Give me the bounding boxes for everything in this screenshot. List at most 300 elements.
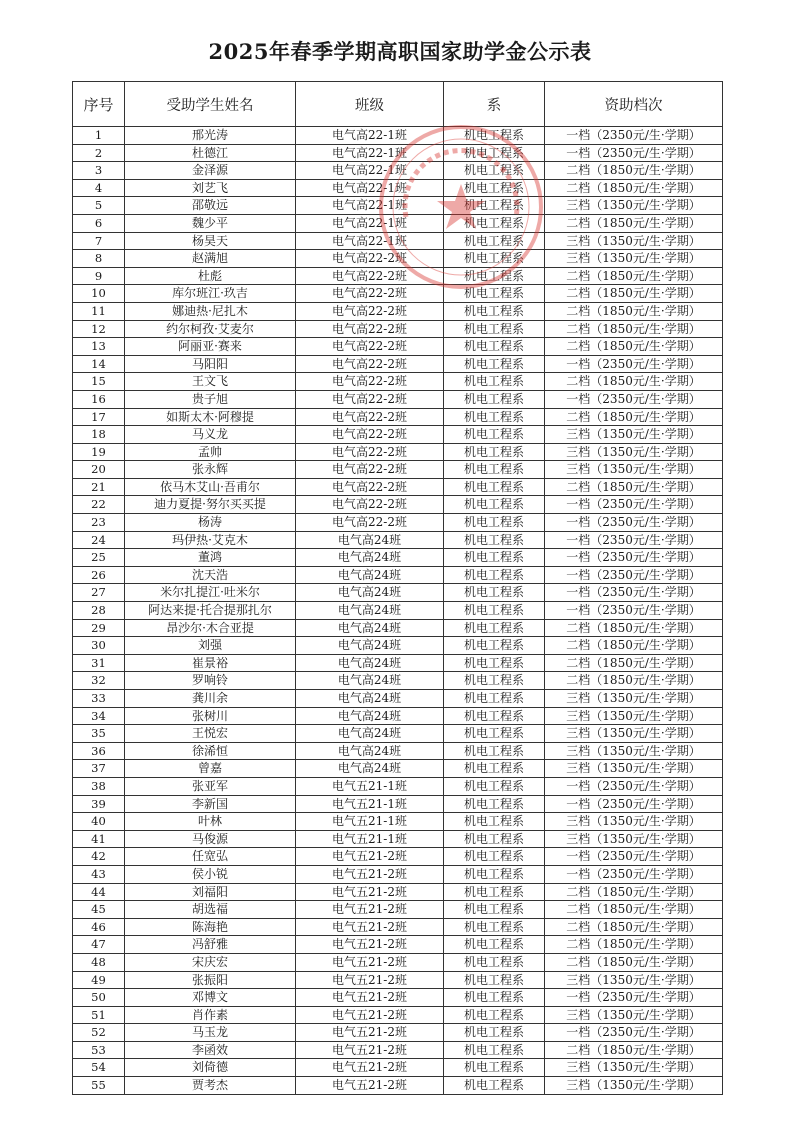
cell-grant-level: 三档（1350元/生·学期）: [545, 1077, 723, 1095]
cell-grant-level: 一档（2350元/生·学期）: [545, 848, 723, 866]
cell-index: 49: [73, 971, 125, 989]
cell-class: 电气高22-2班: [296, 496, 444, 514]
cell-grant-level: 二档（1850元/生·学期）: [545, 619, 723, 637]
cell-department: 机电工程系: [444, 197, 545, 215]
cell-grant-level: 三档（1350元/生·学期）: [545, 725, 723, 743]
cell-index: 2: [73, 144, 125, 162]
cell-student-name: 侯小锐: [125, 865, 296, 883]
cell-index: 16: [73, 390, 125, 408]
table-row: [73, 373, 723, 391]
cell-class: 电气五21-2班: [296, 989, 444, 1007]
cell-student-name: 刘倚德: [125, 1059, 296, 1077]
cell-department: 机电工程系: [444, 144, 545, 162]
cell-grant-level: 二档（1850元/生·学期）: [545, 214, 723, 232]
cell-student-name: 约尔柯孜·艾麦尔: [125, 320, 296, 338]
table-row: [73, 813, 723, 831]
cell-grant-level: 三档（1350元/生·学期）: [545, 426, 723, 444]
cell-grant-level: 二档（1850元/生·学期）: [545, 953, 723, 971]
cell-student-name: 王文飞: [125, 373, 296, 391]
cell-department: 机电工程系: [444, 742, 545, 760]
cell-student-name: 任宽弘: [125, 848, 296, 866]
cell-student-name: 徐浠恒: [125, 742, 296, 760]
cell-grant-level: 二档（1850元/生·学期）: [545, 478, 723, 496]
cell-department: 机电工程系: [444, 918, 545, 936]
cell-index: 30: [73, 637, 125, 655]
cell-index: 48: [73, 953, 125, 971]
table-row: [73, 1059, 723, 1077]
cell-index: 21: [73, 478, 125, 496]
cell-department: 机电工程系: [444, 478, 545, 496]
cell-index: 20: [73, 461, 125, 479]
cell-index: 47: [73, 936, 125, 954]
table-row: [73, 883, 723, 901]
cell-grant-level: 二档（1850元/生·学期）: [545, 637, 723, 655]
cell-grant-level: 三档（1350元/生·学期）: [545, 707, 723, 725]
cell-grant-level: 一档（2350元/生·学期）: [545, 496, 723, 514]
cell-class: 电气高22-1班: [296, 127, 444, 145]
cell-department: 机电工程系: [444, 232, 545, 250]
table-row: [73, 390, 723, 408]
table-row: [73, 602, 723, 620]
cell-class: 电气高22-2班: [296, 426, 444, 444]
cell-department: 机电工程系: [444, 390, 545, 408]
cell-department: 机电工程系: [444, 1059, 545, 1077]
cell-index: 28: [73, 602, 125, 620]
cell-grant-level: 一档（2350元/生·学期）: [545, 989, 723, 1007]
cell-student-name: 米尔扎提江·吐米尔: [125, 584, 296, 602]
table-row: [73, 267, 723, 285]
table-row: [73, 1024, 723, 1042]
cell-class: 电气高24班: [296, 707, 444, 725]
cell-student-name: 库尔班江·玖吉: [125, 285, 296, 303]
cell-student-name: 陈海艳: [125, 918, 296, 936]
cell-department: 机电工程系: [444, 355, 545, 373]
cell-department: 机电工程系: [444, 373, 545, 391]
cell-grant-level: 三档（1350元/生·学期）: [545, 971, 723, 989]
table-row: [73, 795, 723, 813]
cell-student-name: 龚川余: [125, 690, 296, 708]
table-row: [73, 936, 723, 954]
table-row: [73, 953, 723, 971]
cell-department: 机电工程系: [444, 443, 545, 461]
cell-grant-level: 二档（1850元/生·学期）: [545, 302, 723, 320]
cell-grant-level: 一档（2350元/生·学期）: [545, 355, 723, 373]
cell-index: 29: [73, 619, 125, 637]
table-row: [73, 496, 723, 514]
cell-grant-level: 二档（1850元/生·学期）: [545, 672, 723, 690]
table-row: [73, 355, 723, 373]
cell-class: 电气五21-2班: [296, 1059, 444, 1077]
cell-index: 54: [73, 1059, 125, 1077]
cell-department: 机电工程系: [444, 953, 545, 971]
table-row: [73, 443, 723, 461]
cell-student-name: 胡选福: [125, 901, 296, 919]
cell-index: 11: [73, 302, 125, 320]
cell-index: 13: [73, 338, 125, 356]
cell-class: 电气高22-1班: [296, 214, 444, 232]
cell-class: 电气高24班: [296, 584, 444, 602]
table-row: [73, 848, 723, 866]
cell-department: 机电工程系: [444, 795, 545, 813]
cell-class: 电气高24班: [296, 672, 444, 690]
cell-class: 电气五21-2班: [296, 1077, 444, 1095]
cell-index: 24: [73, 531, 125, 549]
cell-student-name: 金泽源: [125, 162, 296, 180]
cell-index: 8: [73, 250, 125, 268]
cell-student-name: 昂沙尔·木合亚提: [125, 619, 296, 637]
cell-grant-level: 三档（1350元/生·学期）: [545, 1059, 723, 1077]
cell-department: 机电工程系: [444, 637, 545, 655]
table-row: [73, 1041, 723, 1059]
table-row: [73, 1077, 723, 1095]
cell-department: 机电工程系: [444, 127, 545, 145]
cell-student-name: 刘艺飞: [125, 179, 296, 197]
cell-index: 40: [73, 813, 125, 831]
cell-grant-level: 二档（1850元/生·学期）: [545, 267, 723, 285]
table-row: [73, 654, 723, 672]
cell-student-name: 杜德江: [125, 144, 296, 162]
cell-index: 37: [73, 760, 125, 778]
cell-class: 电气高24班: [296, 760, 444, 778]
cell-department: 机电工程系: [444, 162, 545, 180]
table-row: [73, 619, 723, 637]
cell-class: 电气五21-2班: [296, 1041, 444, 1059]
cell-department: 机电工程系: [444, 584, 545, 602]
cell-class: 电气高22-2班: [296, 478, 444, 496]
cell-class: 电气高22-2班: [296, 390, 444, 408]
cell-department: 机电工程系: [444, 989, 545, 1007]
table-row: [73, 584, 723, 602]
table-row: [73, 285, 723, 303]
cell-grant-level: 一档（2350元/生·学期）: [545, 514, 723, 532]
cell-class: 电气高24班: [296, 566, 444, 584]
cell-student-name: 宋庆宏: [125, 953, 296, 971]
cell-class: 电气高24班: [296, 531, 444, 549]
cell-class: 电气高22-1班: [296, 144, 444, 162]
cell-department: 机电工程系: [444, 777, 545, 795]
cell-class: 电气高24班: [296, 742, 444, 760]
table-row: [73, 742, 723, 760]
cell-student-name: 马义龙: [125, 426, 296, 444]
table-row: [73, 901, 723, 919]
cell-student-name: 张振阳: [125, 971, 296, 989]
cell-department: 机电工程系: [444, 531, 545, 549]
cell-class: 电气五21-2班: [296, 918, 444, 936]
cell-student-name: 邓博文: [125, 989, 296, 1007]
cell-department: 机电工程系: [444, 1024, 545, 1042]
cell-student-name: 玛伊热·艾克木: [125, 531, 296, 549]
cell-index: 14: [73, 355, 125, 373]
cell-index: 5: [73, 197, 125, 215]
cell-class: 电气高22-2班: [296, 443, 444, 461]
table-row: [73, 672, 723, 690]
cell-index: 50: [73, 989, 125, 1007]
cell-student-name: 李新国: [125, 795, 296, 813]
cell-department: 机电工程系: [444, 320, 545, 338]
cell-index: 6: [73, 214, 125, 232]
table-row: [73, 918, 723, 936]
cell-department: 机电工程系: [444, 408, 545, 426]
cell-class: 电气高22-1班: [296, 179, 444, 197]
cell-department: 机电工程系: [444, 179, 545, 197]
cell-department: 机电工程系: [444, 496, 545, 514]
cell-department: 机电工程系: [444, 971, 545, 989]
cell-department: 机电工程系: [444, 619, 545, 637]
cell-index: 42: [73, 848, 125, 866]
cell-grant-level: 一档（2350元/生·学期）: [545, 602, 723, 620]
cell-department: 机电工程系: [444, 690, 545, 708]
cell-department: 机电工程系: [444, 285, 545, 303]
cell-index: 41: [73, 830, 125, 848]
cell-index: 19: [73, 443, 125, 461]
cell-class: 电气高24班: [296, 602, 444, 620]
cell-index: 55: [73, 1077, 125, 1095]
cell-student-name: 阿丽亚·赛来: [125, 338, 296, 356]
table-body: [73, 127, 723, 1095]
cell-grant-level: 二档（1850元/生·学期）: [545, 918, 723, 936]
table-row: [73, 162, 723, 180]
cell-class: 电气五21-1班: [296, 813, 444, 831]
cell-department: 机电工程系: [444, 1006, 545, 1024]
cell-class: 电气高24班: [296, 690, 444, 708]
table-header-row: [73, 82, 723, 127]
cell-grant-level: 二档（1850元/生·学期）: [545, 901, 723, 919]
cell-class: 电气五21-2班: [296, 936, 444, 954]
cell-class: 电气高22-2班: [296, 320, 444, 338]
cell-student-name: 董鸿: [125, 549, 296, 567]
cell-index: 1: [73, 127, 125, 145]
cell-student-name: 罗响铃: [125, 672, 296, 690]
cell-grant-level: 二档（1850元/生·学期）: [545, 179, 723, 197]
cell-department: 机电工程系: [444, 830, 545, 848]
cell-grant-level: 一档（2350元/生·学期）: [545, 795, 723, 813]
cell-grant-level: 一档（2350元/生·学期）: [545, 566, 723, 584]
table-row: [73, 426, 723, 444]
cell-department: 机电工程系: [444, 338, 545, 356]
cell-student-name: 冯舒雅: [125, 936, 296, 954]
table-row: [73, 250, 723, 268]
cell-grant-level: 三档（1350元/生·学期）: [545, 760, 723, 778]
cell-department: 机电工程系: [444, 267, 545, 285]
cell-department: 机电工程系: [444, 250, 545, 268]
cell-department: 机电工程系: [444, 936, 545, 954]
cell-department: 机电工程系: [444, 1077, 545, 1095]
cell-class: 电气高22-2班: [296, 338, 444, 356]
cell-grant-level: 三档（1350元/生·学期）: [545, 690, 723, 708]
cell-index: 23: [73, 514, 125, 532]
cell-class: 电气高22-2班: [296, 250, 444, 268]
table-row: [73, 637, 723, 655]
cell-grant-level: 一档（2350元/生·学期）: [545, 865, 723, 883]
table-row: [73, 179, 723, 197]
cell-index: 26: [73, 566, 125, 584]
cell-class: 电气高22-2班: [296, 514, 444, 532]
cell-student-name: 刘强: [125, 637, 296, 655]
cell-class: 电气五21-1班: [296, 795, 444, 813]
cell-class: 电气高22-1班: [296, 232, 444, 250]
cell-student-name: 马俊源: [125, 830, 296, 848]
cell-student-name: 王悦宏: [125, 725, 296, 743]
header-class: 班级: [296, 82, 444, 127]
cell-department: 机电工程系: [444, 865, 545, 883]
cell-department: 机电工程系: [444, 725, 545, 743]
cell-index: 39: [73, 795, 125, 813]
cell-class: 电气高22-2班: [296, 373, 444, 391]
cell-department: 机电工程系: [444, 602, 545, 620]
cell-class: 电气五21-2班: [296, 865, 444, 883]
cell-department: 机电工程系: [444, 302, 545, 320]
cell-index: 12: [73, 320, 125, 338]
cell-index: 43: [73, 865, 125, 883]
table-row: [73, 197, 723, 215]
cell-grant-level: 一档（2350元/生·学期）: [545, 1024, 723, 1042]
cell-index: 3: [73, 162, 125, 180]
cell-department: 机电工程系: [444, 549, 545, 567]
cell-grant-level: 三档（1350元/生·学期）: [545, 197, 723, 215]
cell-grant-level: 一档（2350元/生·学期）: [545, 777, 723, 795]
cell-grant-level: 二档（1850元/生·学期）: [545, 408, 723, 426]
table-row: [73, 1006, 723, 1024]
cell-student-name: 张亚军: [125, 777, 296, 795]
cell-student-name: 叶林: [125, 813, 296, 831]
cell-index: 38: [73, 777, 125, 795]
cell-index: 18: [73, 426, 125, 444]
cell-class: 电气五21-2班: [296, 953, 444, 971]
table-row: [73, 531, 723, 549]
cell-department: 机电工程系: [444, 461, 545, 479]
table-row: [73, 338, 723, 356]
cell-department: 机电工程系: [444, 672, 545, 690]
cell-department: 机电工程系: [444, 514, 545, 532]
cell-grant-level: 一档（2350元/生·学期）: [545, 127, 723, 145]
header-index: 序号: [73, 82, 125, 127]
cell-department: 机电工程系: [444, 760, 545, 778]
cell-student-name: 张树川: [125, 707, 296, 725]
table-row: [73, 971, 723, 989]
cell-student-name: 崔景裕: [125, 654, 296, 672]
cell-class: 电气高22-2班: [296, 267, 444, 285]
cell-class: 电气高22-2班: [296, 285, 444, 303]
cell-class: 电气高24班: [296, 549, 444, 567]
table-row: [73, 514, 723, 532]
cell-student-name: 邵敬远: [125, 197, 296, 215]
table-row: [73, 865, 723, 883]
table-row: [73, 777, 723, 795]
cell-grant-level: 一档（2350元/生·学期）: [545, 584, 723, 602]
cell-class: 电气高22-2班: [296, 408, 444, 426]
cell-grant-level: 一档（2350元/生·学期）: [545, 390, 723, 408]
table-row: [73, 725, 723, 743]
table-row: [73, 214, 723, 232]
cell-student-name: 马玉龙: [125, 1024, 296, 1042]
cell-index: 32: [73, 672, 125, 690]
cell-grant-level: 一档（2350元/生·学期）: [545, 549, 723, 567]
header-grant-level: 资助档次: [545, 82, 723, 127]
cell-student-name: 邢光涛: [125, 127, 296, 145]
table-row: [73, 760, 723, 778]
cell-student-name: 阿达来提·托合提那扎尔: [125, 602, 296, 620]
cell-class: 电气高22-1班: [296, 162, 444, 180]
cell-index: 10: [73, 285, 125, 303]
cell-student-name: 娜迪热·尼扎木: [125, 302, 296, 320]
cell-department: 机电工程系: [444, 813, 545, 831]
cell-department: 机电工程系: [444, 426, 545, 444]
cell-student-name: 肖作素: [125, 1006, 296, 1024]
cell-department: 机电工程系: [444, 848, 545, 866]
cell-index: 4: [73, 179, 125, 197]
table-row: [73, 690, 723, 708]
cell-index: 52: [73, 1024, 125, 1042]
cell-index: 22: [73, 496, 125, 514]
cell-index: 9: [73, 267, 125, 285]
cell-class: 电气高24班: [296, 619, 444, 637]
cell-department: 机电工程系: [444, 901, 545, 919]
cell-class: 电气五21-1班: [296, 777, 444, 795]
cell-grant-level: 二档（1850元/生·学期）: [545, 320, 723, 338]
cell-grant-level: 三档（1350元/生·学期）: [545, 443, 723, 461]
cell-index: 35: [73, 725, 125, 743]
cell-class: 电气高22-2班: [296, 302, 444, 320]
table-row: [73, 144, 723, 162]
cell-class: 电气五21-2班: [296, 901, 444, 919]
table-row: [73, 566, 723, 584]
cell-department: 机电工程系: [444, 214, 545, 232]
cell-index: 25: [73, 549, 125, 567]
cell-class: 电气五21-1班: [296, 830, 444, 848]
table-row: [73, 478, 723, 496]
grant-table: [72, 81, 723, 1095]
cell-index: 15: [73, 373, 125, 391]
cell-student-name: 马阳阳: [125, 355, 296, 373]
cell-grant-level: 二档（1850元/生·学期）: [545, 162, 723, 180]
cell-grant-level: 一档（2350元/生·学期）: [545, 144, 723, 162]
cell-index: 7: [73, 232, 125, 250]
cell-index: 31: [73, 654, 125, 672]
cell-grant-level: 三档（1350元/生·学期）: [545, 250, 723, 268]
cell-student-name: 迪力夏提·努尔买买提: [125, 496, 296, 514]
cell-student-name: 杜彪: [125, 267, 296, 285]
table-row: [73, 830, 723, 848]
cell-department: 机电工程系: [444, 566, 545, 584]
cell-class: 电气五21-2班: [296, 848, 444, 866]
document-title: 2025年春季学期高职国家助学金公示表: [208, 39, 592, 64]
cell-index: 45: [73, 901, 125, 919]
table-row: [73, 232, 723, 250]
cell-student-name: 贵子旭: [125, 390, 296, 408]
cell-grant-level: 二档（1850元/生·学期）: [545, 936, 723, 954]
cell-class: 电气五21-2班: [296, 883, 444, 901]
table-row: [73, 127, 723, 145]
cell-index: 34: [73, 707, 125, 725]
cell-department: 机电工程系: [444, 654, 545, 672]
cell-index: 17: [73, 408, 125, 426]
cell-student-name: 刘福阳: [125, 883, 296, 901]
cell-index: 33: [73, 690, 125, 708]
cell-index: 44: [73, 883, 125, 901]
table-row: [73, 302, 723, 320]
cell-student-name: 曾嘉: [125, 760, 296, 778]
cell-department: 机电工程系: [444, 883, 545, 901]
cell-index: 27: [73, 584, 125, 602]
cell-student-name: 李函效: [125, 1041, 296, 1059]
cell-student-name: 魏少平: [125, 214, 296, 232]
cell-student-name: 杨昊天: [125, 232, 296, 250]
table-row: [73, 320, 723, 338]
cell-student-name: 孟帅: [125, 443, 296, 461]
cell-student-name: 依马木艾山·吾甫尔: [125, 478, 296, 496]
cell-grant-level: 三档（1350元/生·学期）: [545, 813, 723, 831]
cell-grant-level: 三档（1350元/生·学期）: [545, 461, 723, 479]
